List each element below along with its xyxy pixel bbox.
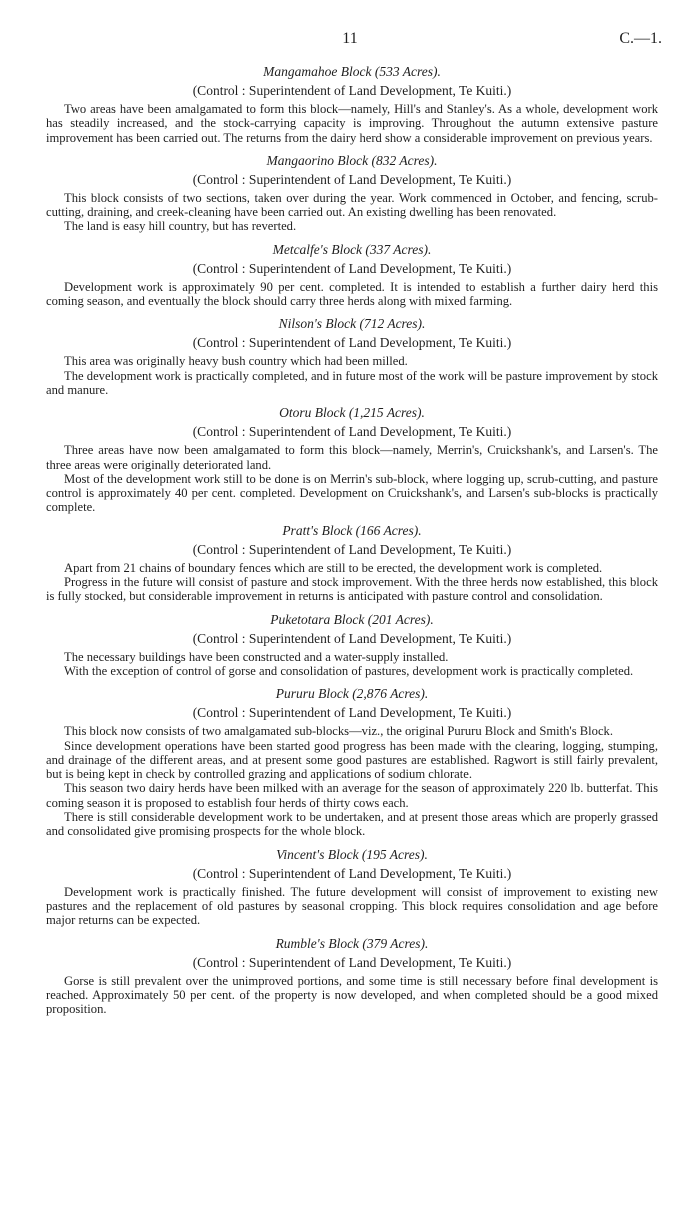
- block-section: [46, 686, 658, 838]
- block-paragraph: Three areas have now been amalgamated to form this block—namely, Merrin's, Cruickshank's, and Larsen's. The three areas were originally deteriorated land.: [46, 443, 658, 472]
- control-line: (Control : Superintendent of Land Development, Te Kuiti.): [192, 705, 512, 721]
- control-line: (Control : Superintendent of Land Development, Te Kuiti.): [192, 630, 512, 646]
- block-paragraph: Development work is practically finished. The future development will consist of improvement to existing new pastures and the replacement of old pastures by seasonal cropping. This block requires consolidation and age before major returns can be expected.: [46, 884, 658, 928]
- block-paragraph: This area was originally heavy bush country which had been milled.: [64, 354, 408, 369]
- block-section: [46, 847, 658, 928]
- block-title: Puketotara Block (201 Acres).: [270, 611, 434, 627]
- block-section: [46, 316, 658, 397]
- block-paragraph: This block consists of two sections, taken over during the year. Work commenced in October, and fencing, scrub-cutting, draining, and creek-cleaning have been carried out. An existing dwelling has been renovated.: [46, 190, 658, 220]
- block-title: Mangamahoe Block (533 Acres).: [263, 64, 441, 79]
- block-section: [46, 523, 658, 604]
- block-section: [46, 153, 658, 234]
- block-section: [46, 936, 658, 1017]
- block-paragraph: The development work is practically completed, and in future most of the work will be pasture improvement by stock and manure.: [46, 368, 658, 397]
- block-paragraph: Most of the development work still to be done is on Merrin's sub-block, where logging up, scrub-cutting, and pasture control is approximately 40 per cent. completed. Development on Cruickshank's, and Larsen's sub-blocks is practically complete.: [46, 471, 658, 515]
- block-title: Nilson's Block (712 Acres).: [278, 316, 426, 332]
- document-reference: C.—1.: [619, 30, 662, 47]
- block-paragraph: Development work is approximately 90 per cent. completed. It is intended to establish a further dairy herd this coming season, and eventually the block should carry three herds along with mixed farming.: [46, 279, 658, 309]
- block-title: Pratt's Block (166 Acres).: [282, 522, 422, 538]
- block-paragraph: The land is easy hill country, but has reverted.: [64, 219, 297, 234]
- block-section: [46, 242, 658, 309]
- block-title: Otoru Block (1,215 Acres).: [279, 405, 425, 421]
- block-section: [46, 405, 658, 514]
- block-paragraph: Since development operations have been started good progress has been made with the clearing, logging, stumping, and drainage of the different areas, and at present some good pastures are established. Ragwort is still fairly prevalent, but is being kept in check by controlled grazing and applications of sodium chlorate.: [46, 738, 658, 782]
- block-paragraph: Two areas have been amalgamated to form this block—namely, Hill's and Stanley's. As a whole, development work has steadily increased, and the stock-carrying capacity is improving. Throughout the autumn extensive pasture improvement has been carried out. The returns from the dairy herd show a considerable improvement on previous years.: [46, 102, 658, 145]
- block-section: [46, 612, 658, 679]
- control-line: (Control : Superintendent of Land Development, Te Kuiti.): [192, 954, 512, 970]
- block-title: Mangaorino Block (832 Acres).: [266, 152, 438, 168]
- control-line: (Control : Superintendent of Land Development, Te Kuiti.): [192, 335, 512, 351]
- control-line: (Control : Superintendent of Land Development, Te Kuiti.): [192, 865, 512, 881]
- block-paragraph: This block now consists of two amalgamated sub-blocks—viz., the original Pururu Block and Smith's Block.: [64, 724, 613, 739]
- control-line: (Control : Superintendent of Land Development, Te Kuiti.): [192, 83, 512, 98]
- control-line: (Control : Superintendent of Land Development, Te Kuiti.): [192, 541, 512, 557]
- block-paragraph: Progress in the future will consist of pasture and stock improvement. With the three herds now established, this block is fully stocked, but considerable improvement in returns is anticipated with pasture control and consolidation.: [46, 575, 658, 604]
- block-paragraph: This season two dairy herds have been milked with an average for the season of approximately 220 lb. butterfat. This coming season it is proposed to establish four herds of thirty cows each.: [46, 781, 658, 810]
- report-body: [46, 64, 658, 1016]
- control-line: (Control : Superintendent of Land Development, Te Kuiti.): [192, 260, 512, 276]
- control-line: (Control : Superintendent of Land Development, Te Kuiti.): [192, 171, 512, 187]
- page-header: [0, 30, 700, 52]
- block-paragraph: Apart from 21 chains of boundary fences which are still to be erected, the development work is completed.: [64, 560, 603, 575]
- page-number: 11: [342, 30, 358, 47]
- block-paragraph: There is still considerable development work to be undertaken, and at present those areas which are properly grassed and consolidated give promising prospects for the whole block.: [46, 810, 658, 839]
- block-title: Rumble's Block (379 Acres).: [275, 935, 429, 951]
- block-paragraph: Gorse is still prevalent over the unimproved portions, and some time is still necessary before final development is reached. Approximately 50 per cent. of the property is now developed, and when completed should be a good mixed proposition.: [46, 973, 658, 1017]
- block-title: Vincent's Block (195 Acres).: [276, 846, 428, 862]
- block-section: [46, 64, 658, 145]
- block-paragraph: With the exception of control of gorse and consolidation of pastures, development work is practically completed.: [64, 663, 634, 678]
- block-paragraph: The necessary buildings have been constructed and a water-supply installed.: [64, 649, 449, 664]
- block-title: Pururu Block (2,876 Acres).: [275, 686, 429, 702]
- control-line: (Control : Superintendent of Land Development, Te Kuiti.): [192, 424, 512, 440]
- block-title: Metcalfe's Block (337 Acres).: [272, 241, 432, 257]
